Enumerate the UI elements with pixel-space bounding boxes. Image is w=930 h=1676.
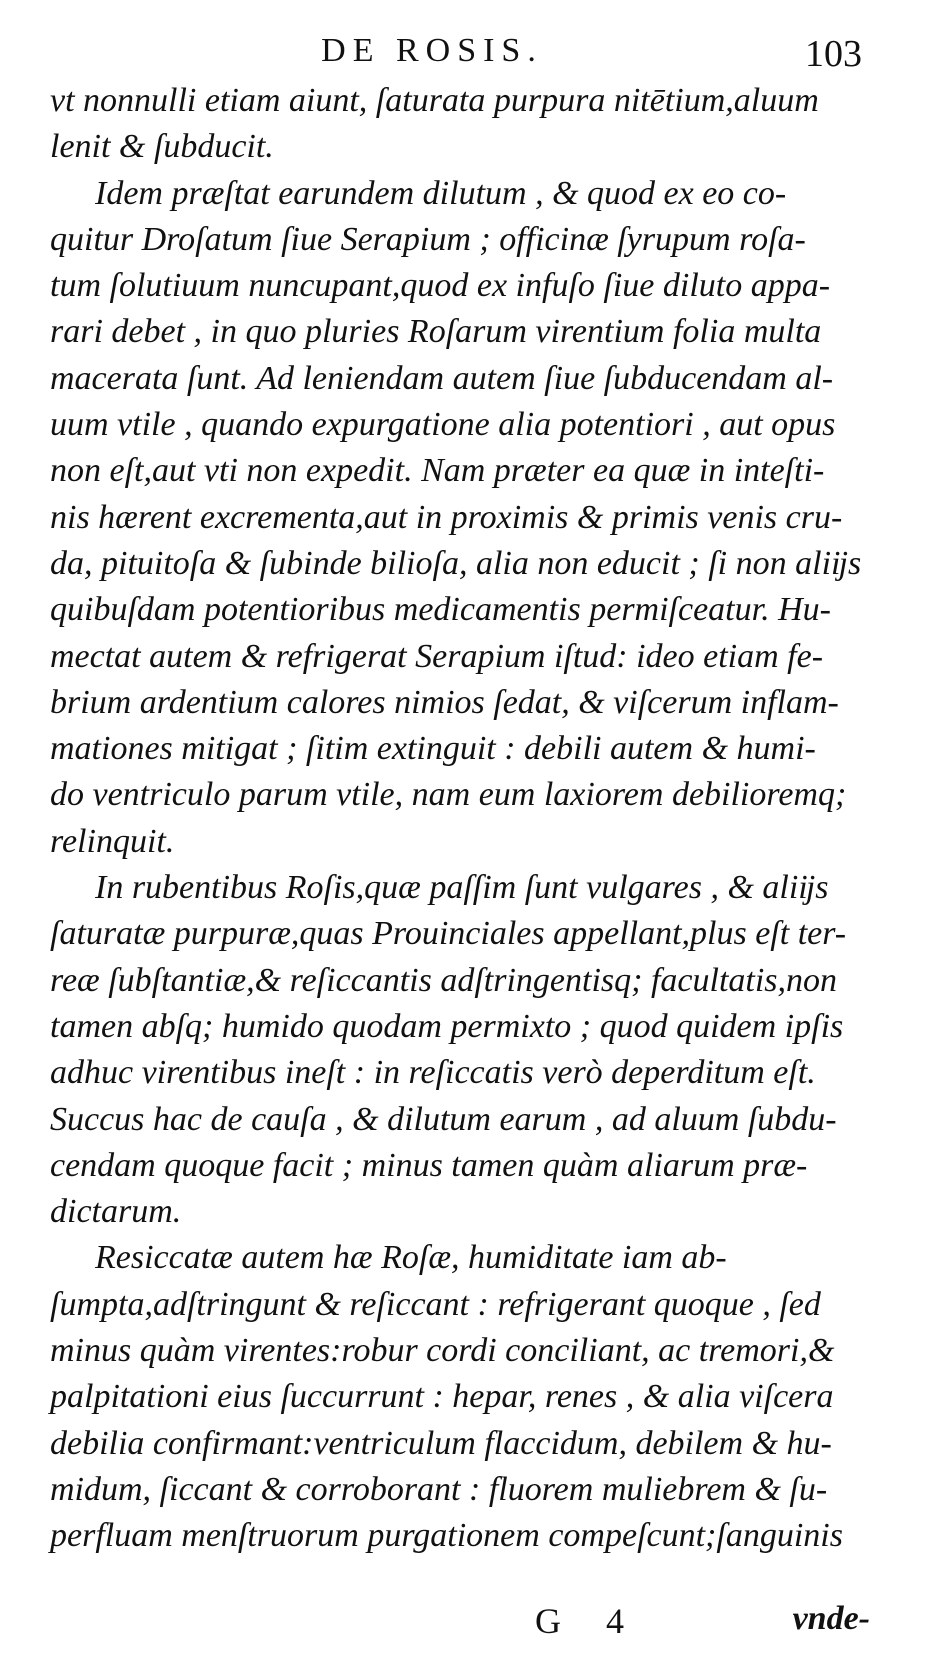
paragraph-opening-line: Idem præſtat earundem dilutum , & quod ex eo co- — [95, 174, 787, 212]
body-text — [50, 78, 870, 1560]
text-line: debilia confirmant:ventriculum flaccidum, debilem & hu- — [50, 1424, 832, 1462]
text-line: quibuſdam potentioribus medicamentis permiſceatur. Hu- — [50, 591, 831, 629]
text-line: adhuc virentibus ineſt : in reſiccatis verò deperditum eſt. — [50, 1054, 816, 1092]
page-header — [52, 32, 862, 75]
text-line: perfluam menſtruorum purgationem compeſcunt;ſanguinis — [50, 1517, 843, 1555]
text-line: uum vtile , quando expurgatione alia potentiori , aut opus — [50, 406, 836, 444]
text-line: dictarum. — [50, 1193, 182, 1231]
running-title: DE ROSIS. — [321, 32, 543, 69]
paragraph-opening-line: In rubentibus Roſis,quæ paſſim ſunt vulgares , & aliĳs — [95, 869, 829, 907]
text-line: non eſt,aut vti non expedit. Nam præter ea quæ in inteſti- — [50, 452, 825, 490]
text-line: lenit & ſubducit. — [50, 128, 274, 166]
text-line: mectat autem & refrigerat Serapium iſtud: ideo etiam fe- — [50, 637, 824, 675]
text-line: midum, ſiccant & corroborant : fluorem muliebrem & ſu- — [50, 1470, 828, 1508]
text-line: reæ ſubſtantiæ,& reſiccantis adſtringentisq; facultatis,non — [50, 961, 838, 999]
text-line: relinquit. — [50, 822, 175, 860]
text-line: rari debet , in quo pluries Roſarum virentium folia multa — [50, 313, 822, 351]
text-line: tum ſolutiuum nuncupant,quod ex infuſo ſiue diluto appa- — [50, 267, 831, 305]
text-line: da, pituitoſa & ſubinde bilioſa, alia non educit ; ſi non aliĳs — [50, 544, 862, 582]
text-line: palpitationi eius ſuccurrunt : hepar, renes , & alia viſcera — [50, 1378, 834, 1416]
paragraph-opening-line: Resiccatæ autem hæ Roſæ, humiditate iam ab- — [95, 1239, 727, 1277]
text-line: ſumpta,adſtringunt & reſiccant : refrigerant quoque , ſed — [50, 1285, 821, 1323]
catchword: vnde- — [792, 1600, 870, 1637]
text-line: quitur Droſatum ſiue Serapium ; officinæ ſyrupum roſa- — [50, 220, 806, 258]
signature-mark: G 4 — [535, 1601, 642, 1641]
text-line: cendam quoque facit ; minus tamen quàm aliarum præ- — [50, 1146, 808, 1184]
text-line: ſaturatæ purpuræ,quas Prouinciales appellant,plus eſt ter- — [50, 915, 847, 953]
text-line: vt nonnulli etiam aiunt, ſaturata purpura nitētium,aluum — [50, 82, 819, 119]
text-line: tamen abſq; humido quodam permixto ; quod quidem ipſis — [50, 1007, 844, 1045]
text-line: macerata ſunt. Ad leniendam autem ſiue ſubducendam al- — [50, 359, 834, 397]
text-line: Succus hac de cauſa , & dilutum earum , ad aluum ſubdu- — [50, 1100, 837, 1138]
page-number: 103 — [805, 33, 862, 75]
text-line: minus quàm virentes:robur cordi conciliant, ac tremori,& — [50, 1332, 835, 1370]
text-line: do ventriculo parum vtile, nam eum laxiorem debilioremq; — [50, 776, 847, 814]
text-line: mationes mitigat ; ſitim extinguit : debili autem & humi- — [50, 730, 816, 768]
text-line: brium ardentium calores nimios ſedat, & viſcerum inflam- — [50, 683, 839, 721]
page-footer — [50, 1600, 870, 1650]
text-line: nis hærent excrementa,aut in proximis & primis venis cru- — [50, 498, 843, 536]
